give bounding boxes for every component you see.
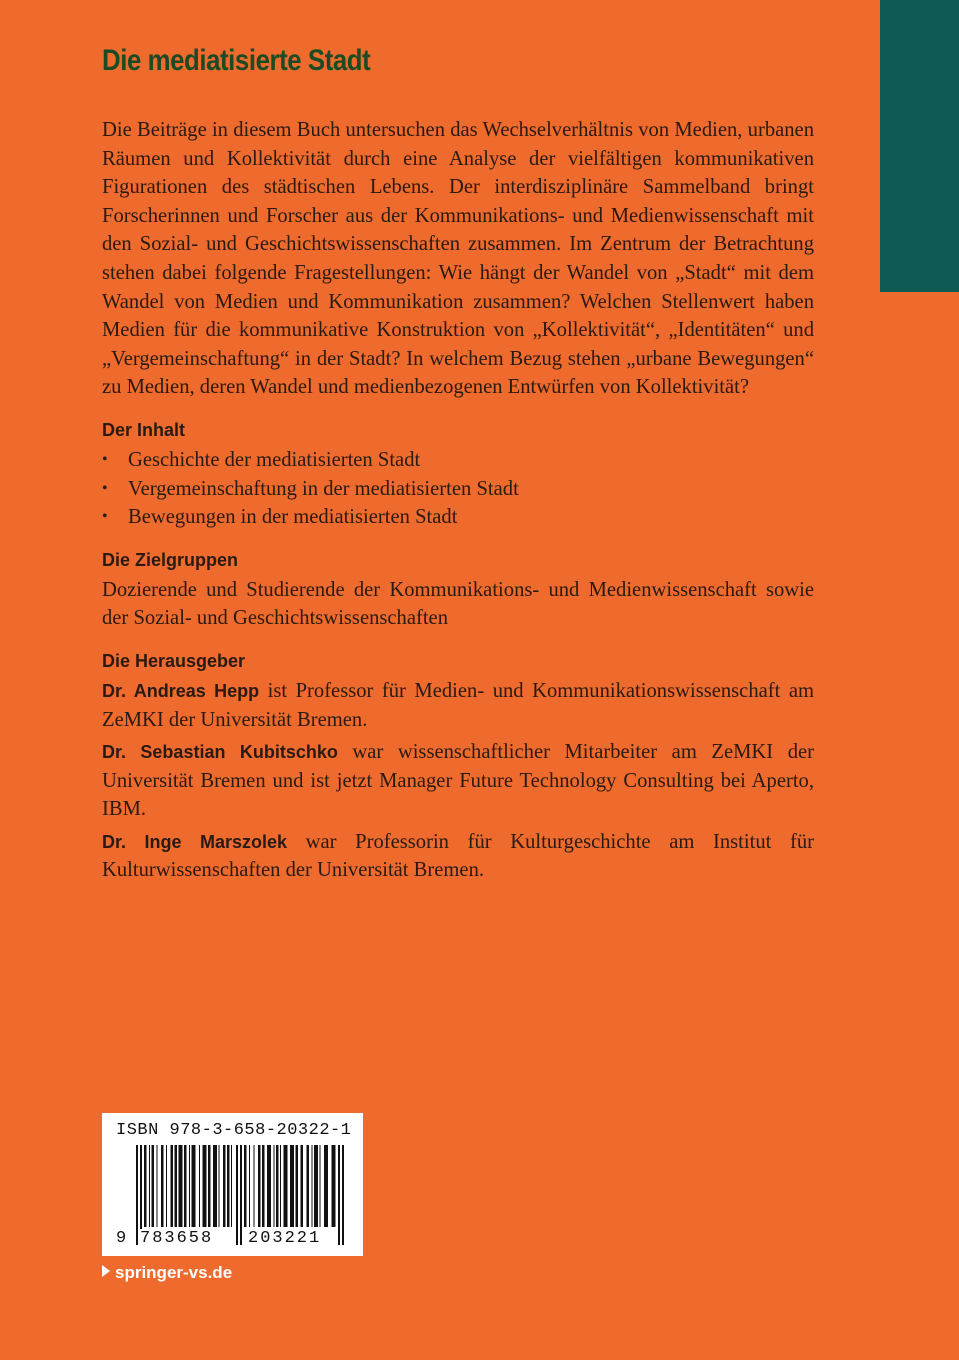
inhalt-heading: Der Inhalt <box>102 419 186 440</box>
barcode-bar <box>208 1145 211 1227</box>
barcode-bar <box>332 1145 336 1227</box>
barcode-bar <box>213 1145 217 1227</box>
barcode-bar <box>203 1145 207 1227</box>
barcode-bar <box>274 1145 275 1227</box>
barcode-bar <box>254 1145 255 1227</box>
barcode-bar <box>171 1145 174 1227</box>
section-zielgruppen <box>102 548 814 633</box>
barcode-bar <box>262 1145 265 1227</box>
barcode-bar <box>152 1145 155 1227</box>
barcode-digit-first: 9 <box>116 1229 127 1248</box>
barcode-bar <box>157 1145 158 1227</box>
barcode-bar <box>290 1145 294 1227</box>
teal-accent-band <box>880 0 959 292</box>
barcode-bar <box>307 1145 310 1227</box>
barcode-bar <box>244 1145 247 1227</box>
barcode-bar <box>184 1145 187 1227</box>
barcode-bar <box>199 1145 200 1227</box>
editor-name: Dr. Andreas Hepp <box>102 680 260 701</box>
editor-bio: war wissenschaftlicher Mitarbeiter am ZeMKI der Universität Bremen und ist jetzt Manager Future Technology Consulting bei Aperto, IBM. <box>102 741 814 821</box>
barcode-bar <box>192 1145 196 1227</box>
barcode-bar <box>258 1145 261 1227</box>
section-herausgeber <box>102 649 814 885</box>
barcode-bar <box>166 1145 167 1227</box>
barcode-bar <box>227 1145 230 1227</box>
barcode-bar <box>314 1145 318 1227</box>
zielgruppen-text: Dozierende und Studierende der Kommunikations- und Medienwissenschaft sowie der Sozial- und Geschichtswissenschaften <box>102 578 814 630</box>
editor-entry <box>102 828 814 885</box>
barcode-digits <box>102 1229 363 1253</box>
arrow-right-icon <box>102 1265 110 1277</box>
barcode-bar <box>249 1145 250 1227</box>
list-item: • Geschichte der mediatisierten Stadt <box>102 446 814 475</box>
editor-entry <box>102 738 814 824</box>
list-item: • Bewegungen in der mediatisierten Stadt <box>102 503 814 532</box>
isbn-label: ISBN 978-3-658-20322-1 <box>116 1121 352 1140</box>
intro-paragraph: Die Beiträge in diesem Buch untersuchen das Wechselverhältnis von Medien, urbanen Räumen und Kollektivität durch eine Analyse der vielfältigen kommunikativen Figurationen des städtischen Lebens. Der interdisziplinäre Sammelband bringt Forscherinnen und Forscher aus der Kommunikations- und Medienwissenschaft mit den Sozial- und Geschichtswissenschaften zusammen. Im Zentrum der Betrachtung stehen dabei folgende Fragestellungen: Wie hängt der Wandel von „Stadt“ mit dem Wandel von Medien und Kommunikation zusammen? Welchen Stellenwert haben Medien für die kommunikative Konstruktion von „Kollektivität“, „Identitäten“ und „Vergemeinschaftung“ in der Stadt? In welchem Bezug stehen „urbane Bewegungen“ zu Medien, deren Wandel und medienbezogenen Entwürfen von Kollektivität? <box>102 119 814 399</box>
editor-bio: ist Professor für Medien- und Kommunikationswissenschaft am ZeMKI der Universität Bremen. <box>102 679 815 731</box>
barcode-bar <box>219 1145 220 1227</box>
back-cover-content <box>102 44 814 885</box>
list-item: • Vergemeinschaftung in der mediatisierten Stadt <box>102 475 814 504</box>
barcode-bar <box>296 1145 299 1227</box>
barcode-digits-right: 203221 <box>248 1229 322 1248</box>
book-title: Die mediatisierte Stadt <box>102 44 371 77</box>
barcode-bar <box>161 1145 164 1227</box>
editor-entry <box>102 677 814 734</box>
inhalt-list <box>102 446 814 532</box>
barcode-bar <box>312 1145 313 1227</box>
editor-name: Dr. Sebastian Kubitschko <box>102 742 338 763</box>
publisher-url[interactable] <box>102 1263 232 1283</box>
isbn-barcode <box>102 1113 363 1256</box>
publisher-url-text: springer-vs.de <box>115 1263 233 1282</box>
barcode-bar <box>189 1145 190 1227</box>
barcode-bar <box>284 1145 288 1227</box>
editor-name: Dr. Inge Marszolek <box>102 831 288 852</box>
barcode-bar <box>175 1145 178 1227</box>
barcode-digits-left: 783658 <box>140 1229 214 1248</box>
barcode-bar <box>324 1145 328 1227</box>
editor-bio: war Professorin für Kulturgeschichte am Institut für Kulturwissenschaften der Universität Bremen. <box>102 830 814 882</box>
zielgruppen-heading: Die Zielgruppen <box>102 549 239 570</box>
herausgeber-heading: Die Herausgeber <box>102 650 246 671</box>
barcode-bar <box>144 1145 147 1227</box>
barcode-bar <box>276 1145 279 1227</box>
barcode-bar <box>320 1145 321 1227</box>
barcode-bar <box>267 1145 271 1227</box>
barcode-bar <box>149 1145 150 1227</box>
barcode-bar <box>223 1145 226 1227</box>
barcode-bar <box>280 1145 281 1227</box>
section-inhalt <box>102 418 814 532</box>
barcode-bar <box>301 1145 304 1227</box>
barcode-bar <box>231 1145 232 1227</box>
barcode-bar <box>179 1145 183 1227</box>
